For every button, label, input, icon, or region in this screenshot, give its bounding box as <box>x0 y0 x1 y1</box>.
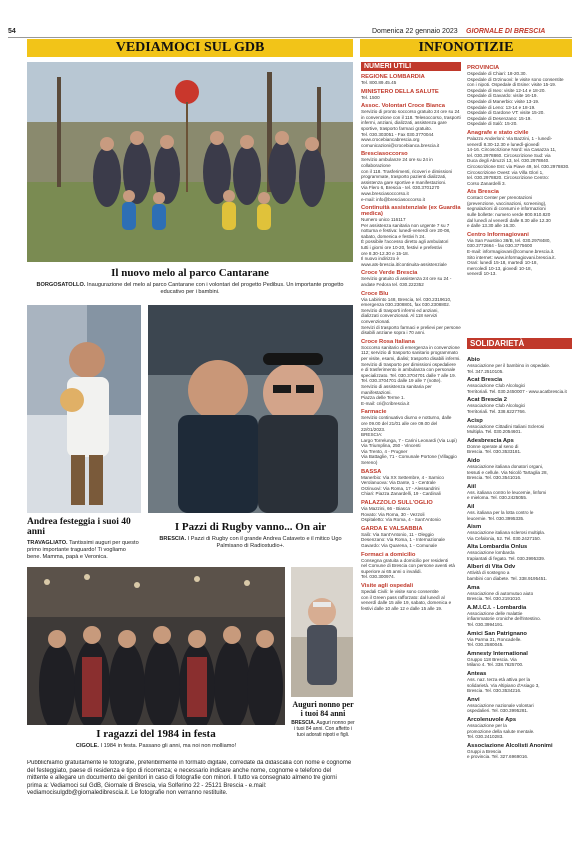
info-entry-line: Associazione delle malattie <box>467 610 523 616</box>
info-entry <box>467 189 572 229</box>
info-entry-line: e di trasferimento in ambulanza con personale <box>361 367 456 373</box>
photo-andrea <box>27 305 141 513</box>
info-entry-line: Soccorso sanitario di emergenza in convenzione <box>361 344 460 350</box>
info-entry <box>467 631 572 648</box>
info-entry-line: Orzinuovi: Via Roma, 17 - Alessandrini <box>361 485 440 491</box>
info-entry-line: infiammatorie croniche dell'intestino. <box>467 616 541 622</box>
story-4-title: I ragazzi del 1984 in festa <box>96 728 216 740</box>
info-entry-line: e mieloma. Tel. 030.2425055. <box>467 495 528 501</box>
info-entry <box>467 717 572 740</box>
info-entry-line: Circoscrizione Ovest: via Villa Glori 1, <box>467 169 544 175</box>
info-entry <box>361 339 461 407</box>
photo-pazzi-rugby <box>148 305 353 513</box>
header-rule <box>8 37 572 38</box>
info-entry-line: Tel. 030.3704701 dalle 19 alle 7 (notte). <box>361 378 442 384</box>
info-entry-line: e provincia. Tel. 327.6969016. <box>467 754 529 760</box>
info-entry-line: Via Cefalonia, 52. Tel. 030.2427150. <box>467 535 541 541</box>
info-entry-line: Il nuovo indirizzo è <box>361 256 400 262</box>
info-entry-line: Servizio ambulanze 24 ore su 24 in collaborazione <box>361 157 433 168</box>
info-entry-line: Sito internet: www.informagiovani.brescia.it. <box>467 254 556 260</box>
info-entry-heading: Continuità assistenziale (ex Guardia medica) <box>361 205 461 218</box>
info-entry-line: BRESCIA: <box>361 432 383 438</box>
info-entry-line: sportive, trasporto farmaci gratuito. <box>361 125 432 131</box>
info-entry-line: Largo Torrelunga, 7 - Carini Leonardi (Via Lupi) <box>361 437 457 443</box>
info-entry-heading: Aiil <box>467 483 477 490</box>
info-entry-line: Contact Center per prenotazioni <box>467 195 533 201</box>
info-entry-line: Associazione per il bambino in ospedale. <box>467 363 551 368</box>
info-entry-line: programmate, trasporto pazienti dializzati, <box>361 174 447 180</box>
info-entry-line: Manerbio: Via XX Settembre, 4 - Sarnico <box>361 474 444 480</box>
info-entry <box>467 585 572 602</box>
info-entry-line: Ospedale di Manerbio: visite 13-19. <box>467 98 540 104</box>
info-entry-line: Associazione di automutuo aiuto <box>467 590 534 596</box>
info-col-1 <box>361 62 461 840</box>
info-entry-line: Via Trento, 4 - Prugner <box>361 448 408 454</box>
info-entry-line: Tel. 030.2580045. <box>467 642 504 648</box>
info-entry-line: sulle bollette: numero verde 800.910.820 <box>467 212 551 218</box>
info-entry-line: Via Parma 31, Roncadelle. <box>467 636 522 642</box>
info-entry-line: Servizio di trasporto per dimissioni ospedaliere <box>361 361 456 367</box>
info-entry-line: (prevenzione, vaccinazioni, screening), <box>467 200 547 206</box>
info-entry-line: Associazione lombarda <box>467 550 515 556</box>
info-entry-heading: Ama <box>467 584 480 591</box>
info-entry-line: dal lunedì al venerdì dalle 8.30 alle 12.30 <box>467 217 551 223</box>
info-entry-line: Sereno) <box>361 460 378 466</box>
info-entry-line: 112; servizio di trasporto sanitario programmato <box>361 350 458 356</box>
info-entry-line: Associazione italiana sclerosi multipla. <box>467 530 546 536</box>
info-entry-line: Gavardo: Via Quarena, 1 - Comunale <box>361 543 438 548</box>
info-entry-line: Orari: lunedì 15-18, martedì 10-18, <box>467 260 538 266</box>
info-entry-heading: MINISTERO DELLA SALUTE <box>361 88 439 95</box>
info-entry-line: Attività di sostegno a <box>467 570 510 576</box>
info-entry-line: Ass. naz. terza età attiva per la <box>467 677 531 682</box>
info-entry <box>361 151 461 202</box>
info-entry-heading: Alta Lombardia Onlus <box>467 544 528 551</box>
story-3 <box>148 521 353 550</box>
info-entry-heading: Visite agli ospedali <box>361 582 414 589</box>
section-title-vediamoci: VEDIAMOCI SUL GDB <box>27 39 353 57</box>
info-entry-line: Tel. 347.2510105. <box>467 368 504 374</box>
info-entry-line: Rovato: Via Roma, 30 - Vezzoli <box>361 511 425 517</box>
info-entry-line: tel. 030.2978820. Circoscrizione Centro: <box>467 175 549 181</box>
info-entry-line: Via San Faustino 38/B, tel. 030.2978480, <box>467 237 551 243</box>
info-entry-line: Tel. 030.300974. <box>361 574 395 580</box>
info-entry-line: Verolanuova: Via Dante, 1 - Centrale <box>361 480 436 486</box>
info-entry <box>361 500 461 523</box>
info-entry-line: venerdì 10-13. <box>467 271 497 277</box>
story-1-title: Il nuovo melo al parco Cantarane <box>111 267 269 279</box>
story-4-place: CIGOLE. <box>75 743 99 749</box>
info-entry-line: Chiari: Piazza Zanardelli, 19 - Cardinali <box>361 491 441 497</box>
info-entry-heading: Amici San Patrignano <box>467 630 527 637</box>
info-entry-line: e-mail: info@bresciasoccorso.it <box>361 196 425 202</box>
info-entry-line: Ospedale di Gavardo: visite 16-19. <box>467 93 538 99</box>
info-entry-line: comunicazioni@crocebianca.brescia.it <box>361 142 440 148</box>
info-entry-line: disabili anziane sopra i 70 anni. <box>361 330 426 336</box>
info-entry-heading: PROVINCIA <box>467 65 500 71</box>
section-title-infonotizie: INFONOTIZIE <box>360 39 572 57</box>
info-entry <box>361 270 461 287</box>
info-col-3-list <box>467 357 572 760</box>
info-entry-line: Numero unico 116117 <box>361 217 406 223</box>
info-entry <box>361 526 461 549</box>
info-entry-line: Associazione nazionale volontari <box>467 702 534 708</box>
info-entry-line: Via Mazzini, 66 - Biasca <box>361 506 410 512</box>
info-entry <box>467 524 572 541</box>
info-entry-line: Tel. 030.3994191. <box>467 622 504 628</box>
info-entry <box>467 232 572 277</box>
info-entry-heading: REGIONE LOMBARDIA <box>361 74 425 80</box>
info-entry-line: Territoriali. Tel. 030.2450007 - www.acatbrescia.it <box>467 388 567 394</box>
info-entry-heading: Bresciasoccorso <box>361 151 408 158</box>
story-1-text: Inaugurazione del melo al parco Cantarane con i volontari del progetto Pedibus. Un importante progetto educativo per i bambini. <box>86 282 344 295</box>
info-entry <box>361 103 461 148</box>
info-entry-line: Milano 4. Tel. 338.7625700. <box>467 662 524 668</box>
info-entry-line: tel. 030.2978860. Circoscrizione Sud: via <box>467 152 551 158</box>
info-entry <box>361 291 461 336</box>
info-entry-heading: Acat Brescia <box>467 377 503 384</box>
info-entry <box>467 458 572 481</box>
info-entry-line: Associazione Cittadini Italiani Sclerosi <box>467 423 545 429</box>
info-entry <box>467 743 572 760</box>
info-entry <box>467 377 572 394</box>
info-entry-heading: PALAZZOLO SULL'OGLIO <box>361 500 433 507</box>
info-entry-line: www.ats-brescia.it/continuita-assistenziale <box>361 261 447 267</box>
info-entry-line: assistenza gare sportive e manifestazioni. <box>361 179 447 185</box>
footer-notice: Pubblichiamo gratuitamente le fotografie, preferibilmente in formato digitale, corredate da didascalia con nome e cognome del festeggiato, paese di residenza e tipo di ricorrenza; e necessario indicare anche nome, cognome e telefono del mittente e allegare un documento dei genitori in caso di fotografie con minori. Il tutto va consegnato almeno tre giorni prima a: Vediamoci sul GdB, Giornale di Brescia, via Solferino 22 - 25121 Brescia - e.mail: vediamocisulgdb@giornaledibrescia.it. Le fotografie non verranno restituite. <box>27 760 353 820</box>
info-entry-line: Tel. 1500 <box>361 94 380 100</box>
story-4-text: I 1984 in festa. Passano gli anni, ma noi non molliamo! <box>100 743 237 749</box>
info-entry-line: Duca degli Abruzzi 13, tel. 030.2978840. <box>467 158 550 164</box>
info-entry-line: Tel. 030.303051 - Fax 030.3770044 <box>361 131 434 137</box>
info-entry-line: Multipla. Tel. 030.2054601. <box>467 429 522 435</box>
info-entry-heading: Adesbrescia Aps <box>467 437 514 444</box>
story-2-title: Andrea festeggia i suoi 40 anni <box>27 517 131 537</box>
info-entry-line: Via Labirinto 148, Brescia, tel. 030.2319610, <box>361 296 452 302</box>
photo-parco-cantarane <box>27 62 353 262</box>
info-entry-line: Associazione italiana donatori organi, <box>467 463 544 469</box>
info-entry-line: 030.3772664 - fax 030.3775600 <box>467 243 533 249</box>
info-entry-heading: Centro Informagiovani <box>467 231 529 238</box>
info-entry-line: 14-16. Circoscrizione Nord: via Casazza 11, <box>467 147 557 153</box>
info-entry-line: Associazione Club Alcologici <box>467 403 526 409</box>
info-entry-line: con i nipoti. Ospedale di Esine: visite 15-19. <box>467 82 557 88</box>
solidarieta-heading: SOLIDARIETÀ <box>467 338 572 349</box>
header-date: Domenica 22 gennaio 2023 <box>372 28 458 35</box>
info-entry-heading: Assoc. Volontari Croce Bianca <box>361 103 445 110</box>
info-entry-line: Associazione per la <box>467 722 507 728</box>
numeri-utili-heading: NUMERI UTILI <box>361 62 461 71</box>
info-entry-heading: Anvi <box>467 696 480 703</box>
info-entry-line: Ass. italiana per la lotta contro le <box>467 509 534 515</box>
info-entry-line: Ospedale di Salò: 15-20. <box>467 121 518 127</box>
info-entry-line: Via Battaglie, 71 - Comunale Portone (Villaggio <box>361 454 457 460</box>
info-entry-heading: Croce Rosa Italiana <box>361 338 415 345</box>
info-entry-line: sabato, domenica e festivi h 24. <box>361 233 426 239</box>
info-entry <box>467 357 572 374</box>
info-entry-line: andate Fedora tel. 030.222352 <box>361 282 424 288</box>
info-entry-heading: Anagrafe e stato civile <box>467 129 529 136</box>
info-entry-line: Servizio gratuito di assistenza 24 ore su 24 - <box>361 276 452 282</box>
story-2-text: Tantissimi auguri per questo primo importante traguardo! Ti vogliamo bene. Mamma, papà e Veronica. <box>27 540 139 560</box>
header-paper: GIORNALE DI BRESCIA <box>466 28 546 35</box>
story-1-place: BORGOSATOLLO. <box>36 282 86 288</box>
info-entry-line: emergenza 030.2308801, fax 030.2308802. <box>361 302 451 308</box>
info-entry <box>361 74 461 86</box>
story-4 <box>27 728 285 750</box>
info-entry-line: Via Triumplina, 250 - Vincenti <box>361 443 421 449</box>
info-entry-heading: Aism <box>467 524 482 531</box>
info-entry-line: Donne operate al seno di <box>467 443 519 449</box>
info-entry-line: Spedali Civili: le visite sono consentite <box>361 588 439 594</box>
info-entry-heading: Farmacie <box>361 409 387 416</box>
info-entry-heading: Acat Brescia 2 <box>467 397 507 404</box>
info-entry-line: Piazza delle Terme 1. <box>361 395 405 401</box>
info-entry-heading: BASSA <box>361 468 382 475</box>
info-entry-line: venerdì dalle 15 alle 19, sabato, domenica e <box>361 600 452 606</box>
info-entry-line: Gruppo 118 Brescia. Via <box>467 656 517 662</box>
info-entry-line: E-mail: informagiovani@comune.brescia.it. <box>467 249 555 255</box>
info-entry-line: ore 09.00 del 21/01 alle ore 09.00 del 22/01/2023. <box>361 420 438 432</box>
info-entry <box>361 409 461 465</box>
info-entry-line: www.crocebiancabrescia.org <box>361 137 420 143</box>
info-entry-heading: Alberi di Vita Odv <box>467 564 516 571</box>
info-entry-line: promozione della salute mentale. <box>467 728 535 734</box>
info-entry-line: solidarietà. Via Altipiano d'Asiago 3, <box>467 682 540 688</box>
info-entry-line: Ospedale di Gardone VT: visite 15-20. <box>467 110 545 116</box>
story-3-text: I Pazzi di Rugby con il grande Andrea Cataveto e il mitico Ugo Palmisano di Radiostudio+. <box>187 536 342 549</box>
info-entry-line: Circoscrizione Est: via Piave 49, tel. 030.2978830. <box>467 163 570 169</box>
info-col-2 <box>467 62 572 337</box>
info-entry-line: Ospedale di Orzinuovi: le visite sono consentite <box>467 76 564 82</box>
info-entry-line: Tel. 800.89.45.45 <box>361 80 397 85</box>
info-entry-line: Ospedale di Leno: 13-14 e 18-19. <box>467 104 536 110</box>
info-entry-line: bambini con diabete. Tel. 338.9195451. <box>467 576 548 582</box>
info-entry-heading: Croce Blu <box>361 290 389 297</box>
info-entry-line: Servizio continuativo diurno e notturno, dalle <box>361 415 452 421</box>
info-entry-line: È possibile l'accesso diretto agli ambulatori <box>361 239 449 245</box>
info-entry-line: venerdì 8.30-12.30 e lunedì-giovedì <box>467 141 540 147</box>
info-col-2-list <box>467 65 572 277</box>
info-entry-line: per visite, esami, dialisi; trasporto disabili infermi. <box>361 355 461 361</box>
info-entry-line: nel Comune di Brescia con persone aventi età <box>361 563 455 569</box>
info-col-1-list <box>361 74 461 611</box>
story-3-place: BRESCIA. <box>159 536 187 542</box>
info-entry-line: Servizio di assistenza sanitaria per manifestazioni. <box>361 383 432 395</box>
story-5-text: Auguri nonno per i tuoi 84 anni. Con affetto i tuoi adorati nipoti e figli. <box>293 720 355 738</box>
story-5-title: Auguri nonno per i tuoi 84 anni <box>292 700 354 718</box>
info-entry-line: Corso Zanardelli 3. <box>467 180 506 186</box>
page-number: 54 <box>8 28 16 35</box>
info-entry-heading: Arcolenuvole Aps <box>467 716 517 723</box>
info-entry-line: notturna e festiva: lunedì-venerdì ore 20-08, <box>361 228 451 234</box>
info-entry <box>467 65 572 127</box>
info-entry-line: con il 118. Trasferimenti, ricoveri e dimissioni <box>361 168 453 174</box>
story-2 <box>27 517 141 561</box>
info-entry-line: Desenzano: Via Roma, 1 - Internazionale <box>361 537 445 543</box>
info-entry-line: tessuti e cellule. Via Nicolò Tartaglia 28, <box>467 469 548 475</box>
info-entry-heading: Ats Brescia <box>467 189 499 196</box>
info-entry <box>467 671 572 694</box>
info-entry-heading: Anteas <box>467 671 487 677</box>
info-entry-line: Gruppi a Brescia <box>467 748 502 754</box>
info-entry-heading: Abio <box>467 357 480 363</box>
photo-nonno <box>291 567 353 697</box>
info-entry-heading: Aido <box>467 457 480 464</box>
info-entry-line: Brescia. Tel. 030.3533181. <box>467 449 522 455</box>
info-entry-line: Ospedale di Chiari: 18-20.30. <box>467 71 527 76</box>
story-5-place: BRESCIA. <box>291 720 316 726</box>
info-entry-heading: Acisp <box>467 417 483 424</box>
story-1 <box>27 267 353 296</box>
info-entry <box>467 504 572 521</box>
info-entry <box>467 397 572 414</box>
info-entry-line: con il Green pass rafforzato: dal lunedì al <box>361 594 445 600</box>
info-entry-line: Servizi di trasporto farmaci e prelievi per persone <box>361 324 461 330</box>
info-entry <box>467 697 572 714</box>
info-entry <box>467 418 572 435</box>
info-entry-line: Brescia. Tel. 030.2191010. <box>467 596 522 602</box>
info-entry-line: mercoledì 10-13, giovedì 10-18, <box>467 265 532 271</box>
info-entry-heading: Formaci a domicilio <box>361 551 416 558</box>
info-entry <box>361 89 461 101</box>
info-entry <box>467 564 572 581</box>
info-entry <box>467 438 572 455</box>
info-col-3 <box>467 354 572 840</box>
info-entry-heading: GARDA E VALSABBIA <box>361 525 423 532</box>
info-entry-line: Servizio di trasporti infermi ed anziani, <box>361 307 439 313</box>
info-entry-line: www.bresciasoccorso.it <box>361 190 409 196</box>
info-entry <box>467 651 572 668</box>
info-entry-line: Via Flero 6, Brescia - tel. 030.3701270 <box>361 185 440 191</box>
info-entry-heading: Amnesty International <box>467 650 528 657</box>
info-entry-line: Per assistenza sanitaria non urgente 7 su 7 <box>361 222 450 228</box>
info-entry-line: superiore ai 65 anni o invalidi. <box>361 568 422 574</box>
info-entry-line: Ass. italiana contro le leucemie, linfomi <box>467 489 547 495</box>
info-entry <box>467 544 572 561</box>
solidarieta-bar <box>467 338 572 349</box>
info-entry-heading: Ail <box>467 503 475 510</box>
story-3-title: I Pazzi di Rugby vanno... On air <box>174 521 327 533</box>
info-entry-line: Consegna gratuita a domicilio per residenti <box>361 557 449 563</box>
info-entry <box>361 583 461 611</box>
info-entry-line: tutti i giorni ore 10-20, festivi e prefestivi <box>361 245 442 251</box>
info-entry-line: leucemie. Tel. 030.3995335. <box>467 515 525 521</box>
info-entry <box>467 130 572 186</box>
info-entry-heading: A.M.I.C.I. - Lombardia <box>467 604 527 611</box>
info-entry-line: Associazione Club Alcologici <box>467 383 526 389</box>
info-entry-line: Salò: Via Sant'Antonio, 11 - Oleggio <box>361 531 434 537</box>
info-entry <box>361 469 461 497</box>
info-entry-line: festivi dalle 10 alle 12 e dalle 15 alle 19. <box>361 605 443 611</box>
info-entry-line: Brescia. Tel. 030.3534216. <box>467 688 522 694</box>
info-entry-line: Territoriali. Tel. 338.6227766. <box>467 408 526 414</box>
info-entry-line: e dalle 13.30 alle 16.30. <box>467 223 516 229</box>
info-entry-line: ospedalieri. Tel. 030.3995281. <box>467 708 529 714</box>
info-entry-heading: Associazione Alcolisti Anonimi <box>467 742 553 749</box>
info-entry-line: segnalazioni di consumi e informazioni <box>467 206 546 212</box>
info-entry-line: Brescia. Tel. 030.3541016. <box>467 475 522 481</box>
info-entry <box>467 605 572 628</box>
story-5 <box>291 700 355 738</box>
story-2-place: TRAVAGLIATO. <box>27 540 68 546</box>
info-entry-line: dializzati convenzionati. Al 118 servizi convenzionati. <box>361 313 438 324</box>
info-entry-line: in convenzione con il 118. Telesoccorso, trasporti <box>361 114 461 120</box>
info-entry <box>467 484 572 501</box>
info-entry-line: ore 8.30-12.30 e 15-18. <box>361 250 410 256</box>
info-entry-line: infermi, anziani, dializzati, assistenza gare <box>361 120 447 126</box>
info-entry-line: Servizio di pronto soccorso gratuito 24 ore su 24 <box>361 109 460 115</box>
info-entry-line: Ospedale di Iseo: visite 12-14 e 18-20. <box>467 87 546 93</box>
photo-ragazzi-1984 <box>27 567 285 725</box>
info-entry-line: Ospedale di Desenzano: 15-19. <box>467 115 532 121</box>
info-entry-line: Ospitaletto: Via Roma, 4 - Sant'Antonio <box>361 517 441 523</box>
info-entry <box>361 205 461 267</box>
info-entry-line: E-mail: cri@cribrescia.it <box>361 400 410 406</box>
info-entry-line: Tel. 030.2410283. <box>467 734 504 740</box>
info-entry <box>361 552 461 580</box>
info-entry-heading: Croce Verde Brescia <box>361 270 418 277</box>
info-entry-line: trapiantati di fegato. Tel. 030.3995339. <box>467 555 546 561</box>
info-entry-line: Palazzo Anderloni: Via Bazzini, 1 - lunedì- <box>467 135 553 141</box>
info-entry-line: specializzato. Tel. 030.3704701 dalle 7 alle 19. <box>361 372 456 378</box>
